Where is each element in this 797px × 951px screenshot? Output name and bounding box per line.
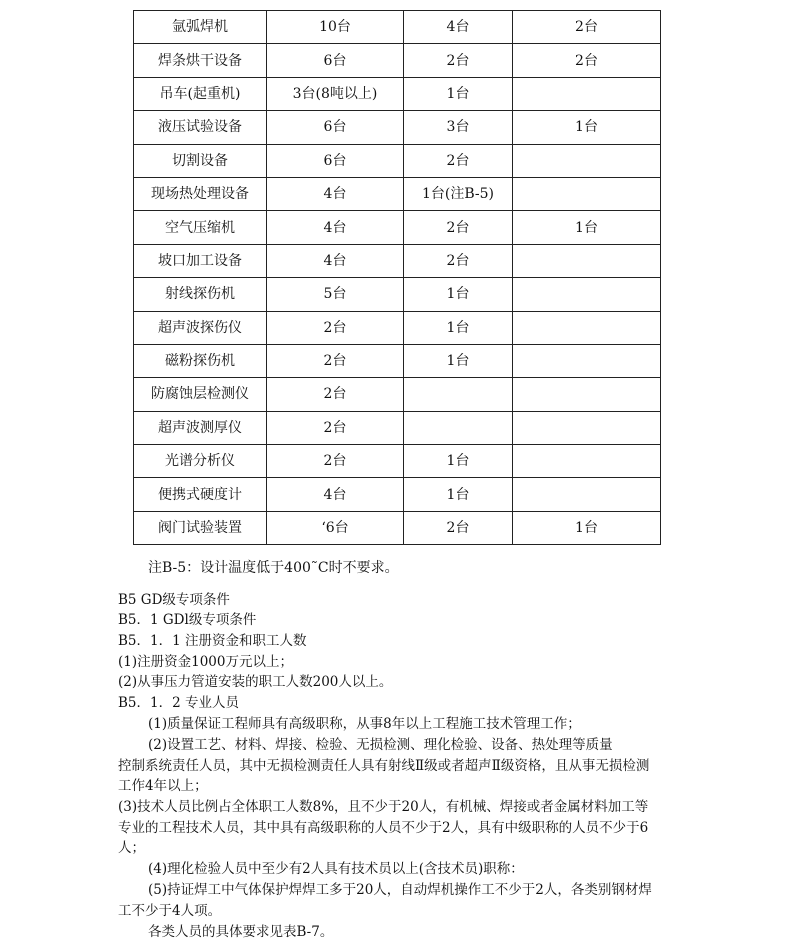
equipment-name-cell: 现场热处理设备	[134, 177, 267, 210]
equipment-name-cell: 射线探伤机	[134, 278, 267, 311]
quantity-cell: 6台	[267, 111, 404, 144]
table-row	[134, 244, 661, 277]
equipment-name-cell: 空气压缩机	[134, 211, 267, 244]
equipment-table	[133, 10, 661, 545]
section-heading-b5-1-1: B5．1．1 注册资金和职工人数	[118, 633, 307, 649]
equipment-name-cell: 超声波探伤仪	[134, 311, 267, 344]
table-row	[134, 278, 661, 311]
quantity-cell: 1台	[404, 278, 513, 311]
quantity-cell: 10台	[267, 11, 404, 44]
quantity-cell: 1台	[404, 445, 513, 478]
table-row	[134, 344, 661, 377]
table-row	[134, 478, 661, 511]
quantity-cell	[513, 144, 661, 177]
equipment-table-body	[134, 11, 661, 545]
quantity-cell	[404, 411, 513, 444]
section-heading-b5: B5 GD级专项条件	[118, 592, 230, 608]
quantity-cell: 1台	[404, 311, 513, 344]
quantity-cell: 1台	[513, 511, 661, 544]
paragraph-line: 工作4年以上；	[118, 778, 208, 794]
equipment-name-cell: 坡口加工设备	[134, 244, 267, 277]
quantity-cell: 4台	[404, 11, 513, 44]
quantity-cell: 2台	[267, 344, 404, 377]
quantity-cell: 2台	[267, 445, 404, 478]
quantity-cell: 2台	[404, 244, 513, 277]
quantity-cell: 4台	[267, 177, 404, 210]
table-row	[134, 144, 661, 177]
quantity-cell: 1台	[404, 344, 513, 377]
equipment-name-cell: 切割设备	[134, 144, 267, 177]
quantity-cell: 1台	[513, 211, 661, 244]
equipment-name-cell: 吊车(起重机)	[134, 77, 267, 110]
quantity-cell: 1台	[404, 478, 513, 511]
quantity-cell	[513, 344, 661, 377]
quantity-cell: 3台(8吨以上)	[267, 77, 404, 110]
paragraph-line: 各类人员的具体要求见表B-7。	[148, 924, 334, 940]
quantity-cell: 1台(注B-5)	[404, 177, 513, 210]
paragraph-line: (2)设置工艺、材料、焊接、检验、无损检测、理化检验、设备、热处理等质量	[148, 737, 613, 753]
paragraph-line: (4)理化检验人员中至少有2人具有技术员以上(含技术员)职称：	[148, 861, 524, 877]
quantity-cell	[513, 244, 661, 277]
paragraph-line: 人；	[118, 840, 145, 856]
table-row	[134, 378, 661, 411]
equipment-name-cell: 超声波测厚仪	[134, 411, 267, 444]
equipment-name-cell: 液压试验设备	[134, 111, 267, 144]
quantity-cell: 2台	[267, 378, 404, 411]
quantity-cell: 2台	[267, 411, 404, 444]
quantity-cell	[513, 77, 661, 110]
quantity-cell: 1台	[404, 77, 513, 110]
quantity-cell	[513, 445, 661, 478]
paragraph-line: 专业的工程技术人员，其中具有高级职称的人员不少于2人，具有中级职称的人员不少于6	[118, 820, 649, 836]
paragraph-line: 控制系统责任人员，其中无损检测责任人具有射线Ⅱ级或者超声Ⅱ级资格，且从事无损检测	[118, 758, 650, 774]
table-row	[134, 44, 661, 77]
table-row	[134, 11, 661, 44]
paragraph-line: (1)注册资金1000万元以上；	[118, 654, 293, 670]
quantity-cell	[513, 177, 661, 210]
paragraph-line: (3)技术人员比例占全体职工人数8%，且不少于20人，有机械、焊接或者金属材料加工等	[118, 799, 649, 815]
section-heading-b5-1-2: B5．1．2 专业人员	[118, 695, 239, 711]
quantity-cell	[404, 378, 513, 411]
quantity-cell: 2台	[267, 311, 404, 344]
quantity-cell: 2台	[513, 44, 661, 77]
quantity-cell	[513, 478, 661, 511]
quantity-cell	[513, 411, 661, 444]
quantity-cell	[513, 311, 661, 344]
equipment-name-cell: 焊条烘干设备	[134, 44, 267, 77]
equipment-name-cell: 磁粉探伤机	[134, 344, 267, 377]
equipment-name-cell: 防腐蚀层检测仪	[134, 378, 267, 411]
quantity-cell: 2台	[404, 211, 513, 244]
quantity-cell: 4台	[267, 211, 404, 244]
quantity-cell: 6台	[267, 144, 404, 177]
table-row	[134, 77, 661, 110]
quantity-cell: ‘6台	[267, 511, 404, 544]
quantity-cell: 3台	[404, 111, 513, 144]
quantity-cell	[513, 278, 661, 311]
table-row	[134, 211, 661, 244]
equipment-name-cell: 阀门试验装置	[134, 511, 267, 544]
paragraph-line: (5)持证焊工中气体保护焊焊工多于20人，自动焊机操作工不少于2人，各类别钢材焊	[148, 882, 652, 898]
quantity-cell	[513, 378, 661, 411]
equipment-name-cell: 氩弧焊机	[134, 11, 267, 44]
quantity-cell: 2台	[404, 511, 513, 544]
quantity-cell: 2台	[404, 144, 513, 177]
section-heading-b5-1: B5．1 GDl级专项条件	[118, 612, 257, 628]
quantity-cell: 5台	[267, 278, 404, 311]
paragraph-line: (1)质量保证工程师具有高级职称，从事8年以上工程施工技术管理工作；	[148, 716, 581, 732]
equipment-name-cell: 便携式硬度计	[134, 478, 267, 511]
quantity-cell: 1台	[513, 111, 661, 144]
quantity-cell: 4台	[267, 478, 404, 511]
table-row	[134, 411, 661, 444]
equipment-name-cell: 光谱分析仪	[134, 445, 267, 478]
table-row	[134, 111, 661, 144]
quantity-cell: 6台	[267, 44, 404, 77]
table-footnote: 注B-5：设计温度低于400˜C时不要求。	[148, 560, 399, 576]
table-row	[134, 177, 661, 210]
paragraph-line: 工不少于4人项。	[118, 903, 222, 919]
quantity-cell: 2台	[404, 44, 513, 77]
table-row	[134, 445, 661, 478]
quantity-cell: 4台	[267, 244, 404, 277]
table-row	[134, 511, 661, 544]
quantity-cell: 2台	[513, 11, 661, 44]
paragraph-line: (2)从事压力管道安装的职工人数200人以上。	[118, 674, 393, 690]
table-row	[134, 311, 661, 344]
